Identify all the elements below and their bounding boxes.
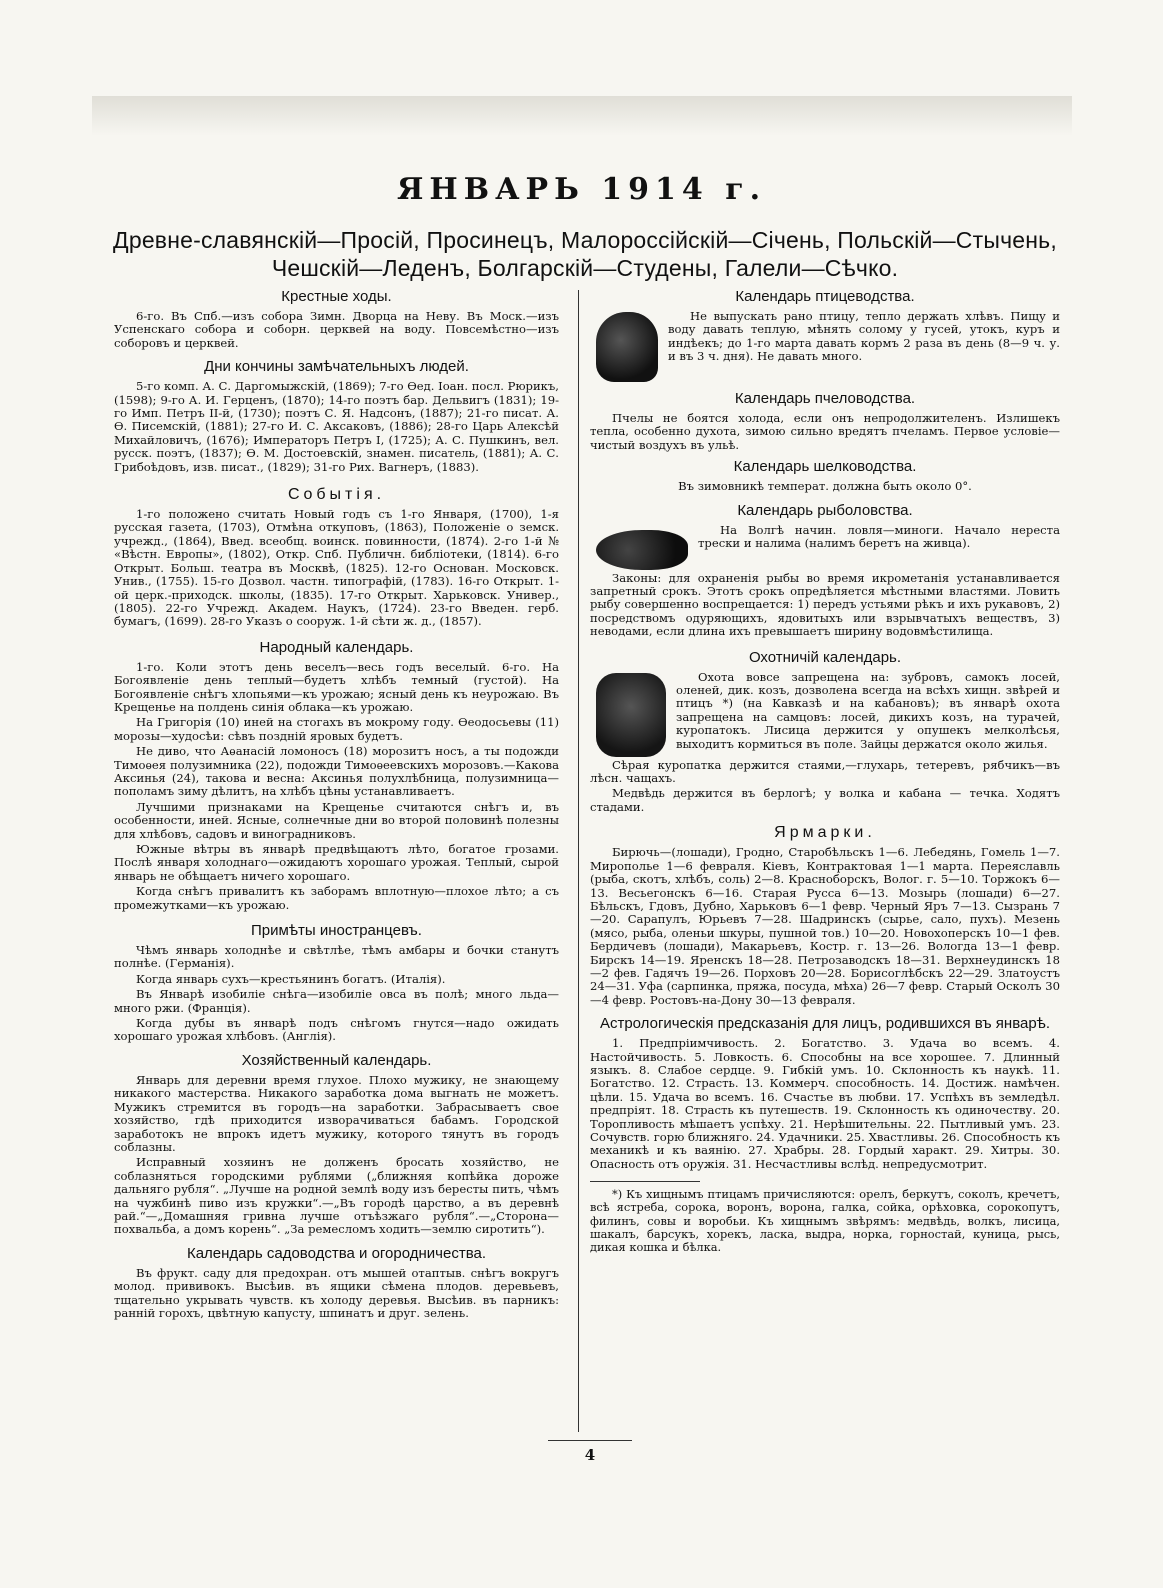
- section-text: 1. Предпріимчивость. 2. Богатство. 3. Удача во всемъ. 4. Настойчивость. 5. Ловкость. 6. Способны на все хорошее. 7. Длинный языкъ. 8. Слабое сердце. 9. Гибкій умъ. 10. Склонность къ наукѣ. 11. Богатство. 12. Страсть. 13. Коммерч. способность. 14. Достиж. намѣчен. цѣли. 15. Удача во всемъ. 16. Счастье въ любви. 17. Успѣхъ въ земледѣл. предпріят. 18. Страсть къ путешеств. 19. Склонность къ одиночеству. 20. Торопливость мѣшаетъ успѣху. 21. Нерѣшительны. 22. Пытливый умъ. 23. Сочувств. горю ближняго. 24. Удачники. 25. Хвастливы. 26. Способность къ механикѣ и къ ваянію. 27. Храбры. 28. Гордый характ. 29. Хитры. 30. Опасность отъ оружія. 31. Несчастливы вслѣд. непредусмотрит.: [590, 1036, 1060, 1171]
- hen-illustration: [596, 312, 658, 382]
- section-heading: Календарь пчеловодства.: [734, 390, 916, 407]
- paragraph: Медвѣдь держится въ берлогѣ; у волка и кабана — течка. Ходятъ стадами.: [590, 786, 1060, 814]
- section-yarmarki: [590, 824, 1060, 1007]
- paragraph: На Григорія (10) иней на стогахъ въ мокрому году. Ѳеодосьевы (11) морозы—худосѣи: сѣвъ поздній яровых будетъ.: [114, 715, 559, 743]
- section-heading: Событія.: [287, 486, 386, 504]
- column-divider: [578, 290, 579, 1432]
- section-text: Не выпускать рано птицу, тепло держать хлѣвъ. Пищу и воду давать теплую, мѣнять солому у гусей, утокъ, куръ и индѣекъ; до 1-го марта давать кормъ 2 раза въ день (8—9 ч. у. и въ 3 ч. дня). Не давать много.: [668, 309, 1060, 364]
- section-krestnye-khody: [114, 288, 559, 350]
- paragraph: Въ Январѣ изобиліе снѣга—изобиліе овса въ полѣ; много льда—много ржи. (Франція).: [114, 987, 559, 1015]
- paragraph: Сѣрая куропатка держится стаями,—глухарь, тетеревъ, рябчикъ—въ лѣсн. чащахъ.: [590, 757, 1060, 786]
- section-dni-konchiny: [114, 358, 559, 474]
- paragraph: Южные вѣтры въ январѣ предвѣщаютъ лѣто, богатое грозами. Послѣ января холоднаго—ожидаютъ хорошаго урожая. Теплый, сырой январь не обѣщаетъ ничего хорошаго.: [114, 842, 559, 883]
- section-heading: Ярмарки.: [774, 824, 876, 842]
- section-okhotnichiy-kalendar: [590, 649, 1060, 815]
- section-shelkovodstvo: [590, 458, 1060, 493]
- page-number: 4: [584, 1446, 596, 1464]
- section-text: Въ фрукт. саду для предохран. отъ мышей отаптыв. снѣгъ вокругъ молод. прививокъ. Высѣив. въ ящики сѣмена плодов. деревьевъ, тщательно укрывать чувств. къ холоду деревья. Высѣив. въ парникъ: ранній горохъ, цвѣтную капусту, шпинатъ и друг. зелень.: [114, 1265, 559, 1320]
- section-heading: Охотничій календарь.: [748, 648, 902, 666]
- section-text: Въ зимовникѣ температ. должна быть около 0°.: [678, 479, 972, 494]
- section-pchelovodstvo: [590, 390, 1060, 452]
- footnote-rule: [590, 1181, 700, 1182]
- paragraph: На Волгѣ начин. ловля—миноги. Начало нереста трески и налима (налимъ беретъ на живца).: [698, 522, 1060, 551]
- fish-illustration: [596, 530, 688, 570]
- paragraph: Январь для деревни время глухое. Плохо мужику, не знающему никакого мастерства. Никакого заработка дома выгнать не можетъ. Мужикъ стремится въ городъ—на заработки. Забрасываетъ свое хозяйство, гдѣ приходится изворачиваться бабамъ. Городской заработокъ не впрокъ идетъ мужику, которого тянутъ въ городъ соблазны.: [114, 1072, 559, 1154]
- month-names-subtitle: [100, 226, 1070, 282]
- section-heading: Календарь садоводства и огородничества.: [186, 1244, 487, 1262]
- paragraph: Лучшими признаками на Крещенье считаются снѣгъ и, въ особенности, иней. Ясные, солнечные дни во второй половинѣ полезны для хлѣбовъ, садовъ и виноградниковъ.: [114, 799, 559, 841]
- paragraph: Чѣмъ январь холоднѣе и свѣтлѣе, тѣмъ амбары и бочки станутъ полнѣе. (Германія).: [114, 943, 559, 971]
- section-text: Пчелы не боятся холода, если онъ непродолжителенъ. Излишекъ тепла, особенно духота, зимою сильно вредятъ пчеламъ. Первое условіе—чистый воздухъ въ ульѣ.: [590, 411, 1060, 452]
- section-heading: Календарь шелководства.: [733, 458, 917, 476]
- scan-shadow-band: [92, 96, 1072, 136]
- section-sadovodstvo: [114, 1245, 559, 1321]
- section-astrologicheskiya: [590, 1015, 1060, 1171]
- section-heading: Календарь рыболовства.: [737, 501, 913, 519]
- section-ptitsevodstvo: [590, 288, 1060, 384]
- section-khozyaystvenny-kalendar: [114, 1052, 559, 1237]
- section-rybolovstvo: [590, 502, 1060, 639]
- page-title: ЯНВАРЬ 1914 г.: [396, 172, 767, 207]
- paragraph: Не диво, что Аѳанасій ломоносъ (18) морозитъ носъ, а ты подожди Тимоѳея полузимника (22), подожди Тимоѳеевскихъ морозовъ.—Какова Аксинья (24), такова и весна: Аксинья полухлѣбница, полузимница—пополамъ зиму дѣлитъ, на хлѣбъ цѣны устанавливаетъ.: [114, 744, 559, 799]
- paragraph: Когда дубы въ январѣ подъ снѣгомъ гнутся—надо ожидать хорошаго урожая хлѣбовъ. (Англія).: [114, 1016, 559, 1044]
- paragraph: Когда январь сухъ—крестьянинъ богатъ. (Италія).: [136, 971, 446, 986]
- subtitle-line-2: Чешскій—Леденъ, Болгарскій—Студены, Галели—Сѣчко.: [271, 255, 899, 281]
- section-heading: Астрологическія предсказанія для лицъ, родившихся въ январѣ.: [599, 1015, 1051, 1033]
- section-narodny-kalendar: [114, 639, 559, 912]
- section-text: 6-го. Въ Спб.—изъ собора Зимн. Дворца на Неву. Въ Моск.—изъ Успенскаго собора и соборн. церквей на воду. Повсемѣстно—изъ соборовъ и церквей.: [114, 309, 559, 350]
- section-text: Бирючь—(лошади), Гродно, Старобѣльскъ 1—6. Лебедянь, Гомель 1—7. Миропольe 1—6 февраля. Кіевъ, Контрактовая 1—1 марта. Переяславль (рыба, скотъ, хлѣбъ, соль) 2—8. Красноборскъ, Волог. г. 5—10. Торжокъ 6—13. Весьегонскъ 6—16. Старая Русса 6—13. Мозырь (лошади) 6—27. Бѣльскъ, Гдовъ, Дубно, Харьковъ 6—1 февр. Черный Яръ 7—13. Сызрань 7—20. Сарапулъ, Юрьевъ 7—28. Шадринскъ (сырье, сало, пухъ). Мезень (мясо, рыба, оленьи шкуры, пушной тов.) 10—20. Новохоперскъ 10—1 фев. Бердичевъ (лошади), Макарьевъ, Костр. г. 13—26. Вологда 13—1 февр. Бирскъ 14—19. Яренскъ 18—28. Петрозаводскъ 18—31. Верхнеудинскъ 18—2 фев. Гадячъ 19—26. Порховъ 20—28. Борисоглѣбскъ 22—29. Златоустъ 24—31. Уфа (сарпинка, пряжа, посуда, мѣха) 26—7 февр. Старый Осколъ 30—4 февр. Ростовъ-на-Дону 30—13 февраля.: [590, 845, 1060, 1007]
- paragraph: Исправный хозяинъ не долженъ бросать хозяйство, не соблазняться городскими рублями („ближняя копѣйка дороже дальняго рубля“. „Лучше на родной землѣ воду изъ бересты пить, чѣмъ на чужбинѣ пиво изъ кружки“.—„Въ городѣ царство, а въ деревнѣ рай.“—„Домашняя гривна лучше отъѣзжаго рубля“.—„Сторона—похвальба, а домъ корень“. „За ремесломъ ходить—землю сиротить“).: [114, 1155, 559, 1237]
- section-heading: Календарь птицеводства.: [735, 288, 915, 305]
- section-heading: Крестные ходы.: [281, 288, 392, 305]
- paragraph: Охота вовсе запрещена на: зубровъ, самокъ лосей, оленей, дик. козъ, дозволена всегда на всѣхъ хищн. звѣрей и птицъ *) (на Кавказѣ и на кабановъ); въ январѣ охота запрещена на самцовъ: лосей, дикихъ козъ, на турачей, куропатокъ. Лисица держится у опушекъ мелколѣсья, выходитъ кормиться въ поле. Зайцы держатся около жилья.: [676, 669, 1060, 751]
- section-heading: Народный календарь.: [259, 638, 414, 656]
- left-column: [114, 284, 559, 1322]
- paragraph: Законы: для охраненія рыбы во время икрометанія устанавливается запретный срокъ. Этотъ срокъ опредѣляется мѣстными властями. Ловить рыбу совершенно воспрещается: 1) передъ устьями рѣкъ и ихъ рукавовъ, 2) посредствомъ одуряющихъ, ядовитыхъ или взрывчатыхъ веществъ, 3) неводами, если длина ихъ превышаетъ ширину водовмѣстилища.: [590, 570, 1060, 639]
- section-primety-inostrantsev: [114, 922, 559, 1044]
- section-heading: Дни кончины замѣчательныхъ людей.: [204, 358, 469, 376]
- right-column: [590, 284, 1060, 1254]
- paragraph: 1-го. Коли этотъ день веселъ—весь годъ веселый. 6-го. На Богоявленіе день теплый—будетъ хлѣбъ темный (густой). На Богоявленіе снѣгъ хлопьями—къ урожаю; ясный день къ неурожаю. Въ Крещенье на полдень синія облака—къ урожаю.: [114, 659, 559, 714]
- section-heading: Примѣты иностранцевъ.: [251, 922, 422, 940]
- grouse-illustration: [596, 673, 666, 757]
- section-text: 1-го положено считать Новый годъ съ 1-го Января, (1700), 1-я русская газета, (1703), Отмѣна откуповъ, (1863), Положеніе о земск. учрежд., (1864), Введ. всеобщ. воинск. повинности, (1874). 2-го 1-й № «Вѣстн. Европы», (1802), Откр. Спб. Публичн. библіотеки, (1814). 6-го Открыт. Больш. театра въ Москвѣ, (1825). 12-го Основан. Московск. Унив., (1755). 15-го Дозвол. частн. типографій, (1783). 16-го Открыт. 1-ой церк.-приходск. школы, (1835). 17-го Открыт. Харьковск. Универ., (1805). 22-го Учрежд. Академ. Наукъ, (1724). 23-го Введен. герб. бумагъ, (1699). 28-го Указъ о сооруж. 1-й сѣти ж. д., (1857).: [114, 507, 559, 629]
- section-text: 5-го комп. А. С. Даргомыжскій, (1869); 7-го Ѳед. Іоан. посл. Рюрикъ, (1598); 9-го А. И. Герценъ, (1870); 14-го поэтъ бар. Дельвигъ (1831); 19-го Имп. Петръ II-й, (1730); поэтъ С. Я. Надсонъ, (1887); 21-го писат. А. Ѳ. Писемскій, (1881); 27-го И. С. Аксаковъ, (1886); 28-го Царь Алексѣй Михайловичъ, (1676); Императоръ Петръ I, (1725); А. С. Пушкинъ, вел. русск. поэтъ, (1837); Ѳ. М. Достоевскій, знамен. писатель, (1881); А. С. Грибоѣдовъ, изв. писат., (1829); 31-го Рих. Вагнеръ, (1883).: [114, 379, 559, 474]
- footnote: *) Къ хищнымъ птицамъ причисляются: орелъ, беркутъ, соколъ, кречетъ, всѣ ястреба, сорока, воронъ, ворона, галка, сойка, орѣховка, сорокопутъ, филинъ, совы и воробьи. Къ хищнымъ звѣрямъ: медвѣдь, волкъ, лисица, шакалъ, барсукъ, хорекъ, ласка, выдра, норка, горностай, куница, рысь, дикая кошка и бѣлка.: [590, 1187, 1060, 1255]
- section-heading: Хозяйственный календарь.: [241, 1051, 432, 1069]
- subtitle-line-1: Древне-славянскій—Просій, Просинецъ, Малороссійскій—Січень, Польскій—Стычень,: [113, 227, 1057, 253]
- page-number-rule: [548, 1440, 632, 1441]
- paragraph: Когда снѣгъ привалитъ къ заборамъ вплотную—плохое лѣто; а съ промежутками—къ урожаю.: [114, 884, 559, 912]
- section-sobytiya: [114, 486, 559, 629]
